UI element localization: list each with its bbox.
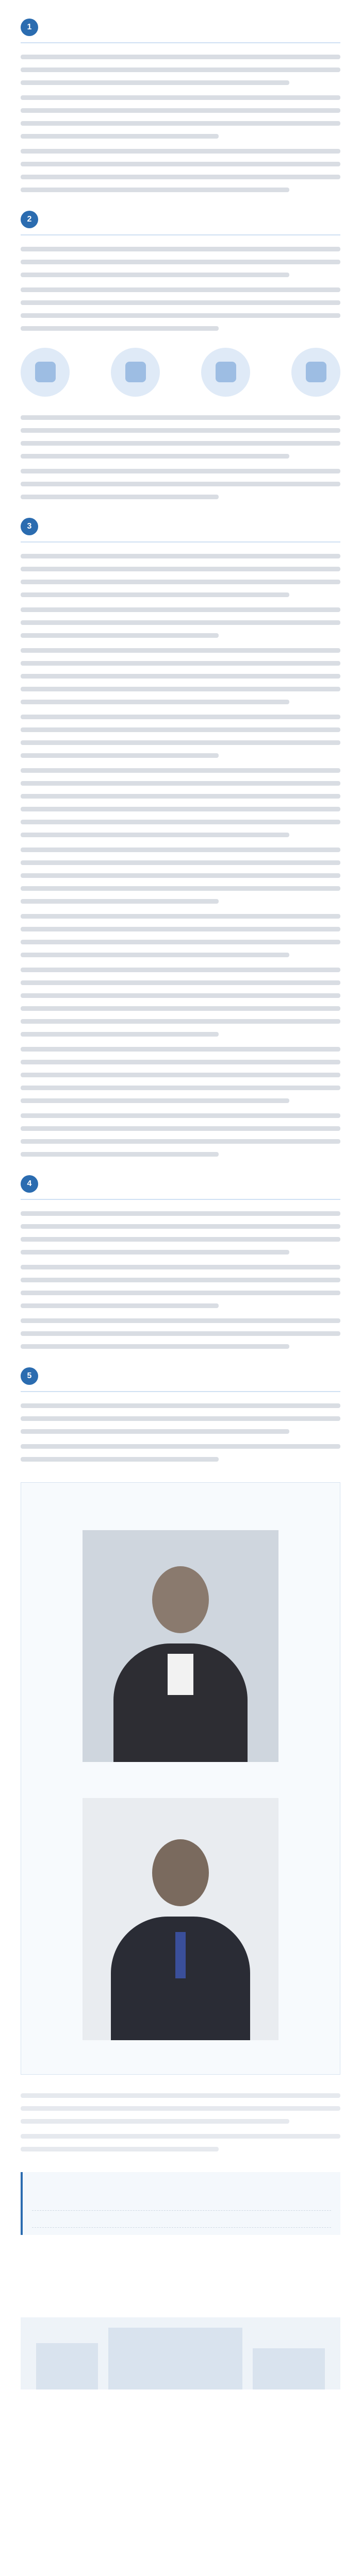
section-3-paragraph [21,768,340,837]
section-5-paragraph [21,1403,340,1434]
section-3-paragraph [21,715,340,758]
section-1-body [0,55,361,192]
lawyer-photo [83,1530,278,1762]
section-3-body [0,554,361,1157]
section-5-paragraph [21,1444,340,1462]
section-2-paragraph [21,247,340,277]
section-1-paragraph [21,95,340,139]
section-3-header [0,518,361,535]
section-1-header [0,19,361,36]
closing-paragraph [21,2134,340,2151]
section-5-number: 5 [21,1367,38,1385]
related-link[interactable] [32,2194,331,2211]
section-3-paragraph [21,968,340,1037]
illustration-icon [111,348,160,397]
section-3-paragraph [21,848,340,904]
statement-text [21,2270,340,2307]
section-2-paragraph [21,469,340,499]
section-3-paragraph [21,648,340,704]
section-3-paragraph [21,914,340,957]
illustration-icon [201,348,250,397]
lawyer-photo [83,1798,278,2040]
section-divider [21,42,340,43]
closing-text [0,2093,361,2151]
section-3-paragraph [21,554,340,597]
illustration-icon [291,348,340,397]
building-image [21,2317,340,2389]
section-2 [0,211,361,499]
section-3-paragraph [21,607,340,638]
section-5 [0,1367,361,1462]
section-4-body [0,1211,361,1349]
section-divider [21,234,340,235]
section-5-body [0,1403,361,1462]
section-4 [0,1175,361,1349]
section-5-header [0,1367,361,1385]
section-divider [21,541,340,543]
related-links [21,2172,340,2235]
section-4-paragraph [21,1318,340,1349]
section-1-number: 1 [21,19,38,36]
section-divider [21,1391,340,1392]
section-4-paragraph [21,1211,340,1255]
section-2-number: 2 [21,211,38,228]
related-links-title [32,2179,331,2189]
section-4-header [0,1175,361,1193]
section-4-number: 4 [21,1175,38,1193]
statement [21,2256,340,2307]
section-2-paragraph [21,287,340,331]
statement-title [21,2256,340,2265]
section-2-header [0,211,361,228]
lawyer-photo-caption [21,1769,340,1777]
section-3-number: 3 [21,518,38,535]
section-2-body [0,247,361,331]
section-2-paragraph [21,415,340,459]
lawyer-profile-card [21,1482,340,2075]
related-link[interactable] [32,2211,331,2228]
section-3-paragraph [21,1113,340,1157]
section-1-paragraph [21,149,340,192]
section-2-illustration [21,341,340,403]
section-3 [0,518,361,1157]
illustration-icon [21,348,70,397]
closing-paragraph [21,2093,340,2124]
lawyer-name-row [42,2049,319,2059]
section-1 [0,19,361,192]
section-4-paragraph [21,1265,340,1308]
card-subheader [21,1509,340,1517]
section-divider [21,1199,340,1200]
section-3-paragraph [21,1047,340,1103]
section-1-paragraph [21,55,340,85]
card-header [21,1496,340,1505]
